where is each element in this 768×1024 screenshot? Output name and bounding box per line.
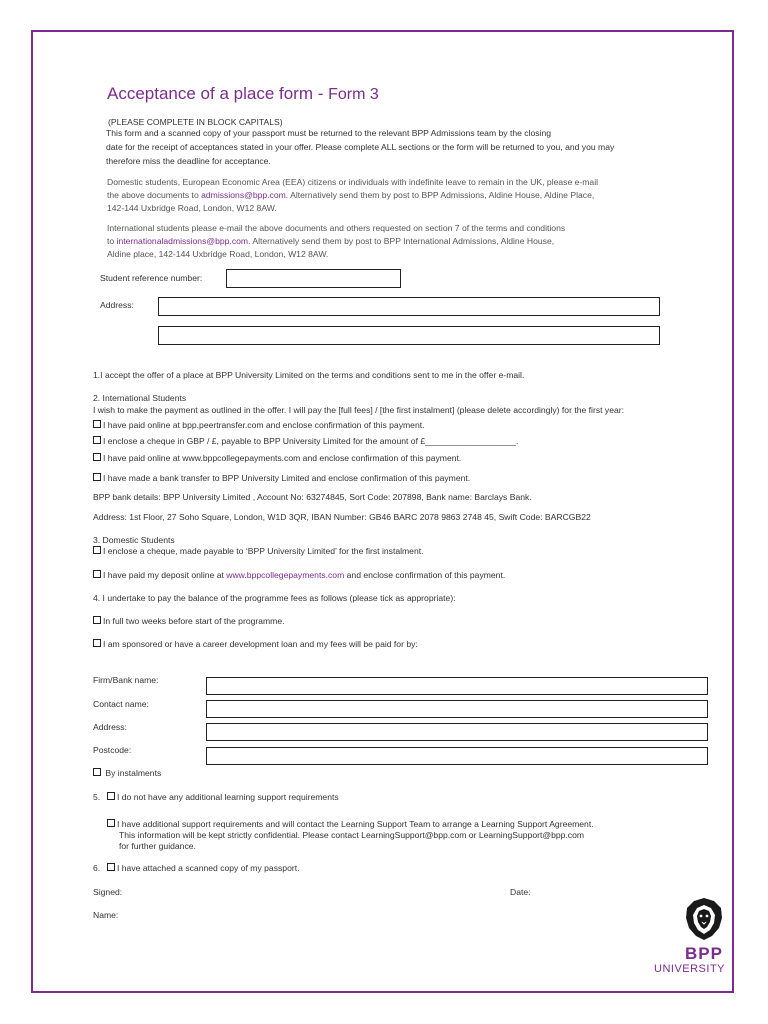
signed-label: Signed: <box>93 887 123 897</box>
logo-university-text: UNIVERSITY <box>654 963 726 975</box>
s5-support-line-2: This information will be kept strictly confidential. Please contact LearningSupport@bpp.com or LearningSupport@bpp.com <box>119 830 585 840</box>
section-2-heading: 2. International Students <box>93 393 187 403</box>
date-label: Date: <box>510 887 531 897</box>
s2-option-bank-transfer[interactable]: I have made a bank transfer to BPP University Limited and enclose confirmation of this payment. <box>93 472 470 485</box>
intro-line-1: This form and a scanned copy of your passport must be returned to the relevant BPP Admissions team by the closing <box>106 128 552 138</box>
s3-option-deposit-online[interactable]: I have paid my deposit online at www.bppcollegepayments.com and enclose confirmation of this payment. <box>93 569 505 582</box>
s2-option-collegepayments[interactable]: I have paid online at www.bppcollegepayments.com and enclose confirmation of this payment. <box>93 452 461 465</box>
block-caps-note: (PLEASE COMPLETE IN BLOCK CAPITALS) <box>108 117 283 127</box>
collegepayments-link[interactable]: www.bppcollegepayments.com <box>226 570 345 580</box>
checkbox[interactable] <box>93 570 101 578</box>
sponsor-address-label: Address: <box>93 722 127 732</box>
s2-option-peertransfer[interactable]: I have paid online at bpp.peertransfer.com and enclose confirmation of this payment. <box>93 419 425 432</box>
section-3-heading: 3. Domestic Students <box>93 535 175 545</box>
s5-option-support[interactable]: I have additional support requirements and will contact the Learning Support Team to arrange a Learning Support Agreement. <box>107 818 594 831</box>
sponsor-address-input[interactable] <box>206 723 708 741</box>
logo-bpp-text: BPP <box>685 944 723 963</box>
section-1-accept: 1.I accept the offer of a place at BPP University Limited on the terms and conditions sent to me in the offer e-mail. <box>93 370 525 380</box>
section-5-number: 5. <box>93 792 101 802</box>
student-ref-input[interactable] <box>226 269 401 288</box>
intro-line-3: therefore miss the deadline for acceptance. <box>106 156 271 166</box>
checkbox[interactable] <box>93 639 101 647</box>
s4-option-sponsored[interactable]: I am sponsored or have a career development loan and my fees will be paid for by: <box>93 638 418 651</box>
checkbox[interactable] <box>93 768 101 776</box>
s5-support-line-3: for further guidance. <box>119 841 196 851</box>
s2-option-cheque[interactable]: I enclose a cheque in GBP / £, payable to BPP University Limited for the amount of £___________________. <box>93 435 518 448</box>
student-ref-label: Student reference number: <box>100 273 203 283</box>
s6-option-passport[interactable]: I have attached a scanned copy of my passport. <box>107 862 300 875</box>
checkbox[interactable] <box>107 819 115 827</box>
contact-input[interactable] <box>206 700 708 718</box>
checkbox[interactable] <box>93 420 101 428</box>
checkbox[interactable] <box>107 792 115 800</box>
checkbox[interactable] <box>93 473 101 481</box>
section-4-heading: 4. I undertake to pay the balance of the programme fees as follows (please tick as appropriate): <box>93 593 456 603</box>
name-label: Name: <box>93 910 119 920</box>
postcode-input[interactable] <box>206 747 708 765</box>
bank-details: BPP bank details: BPP University Limited , Account No: 63274845, Sort Code: 207898, Bank name: Barclays Bank. <box>93 492 532 502</box>
domestic-instructions: Domestic students, European Economic Area (EEA) citizens or individuals with indefinite leave to remain in the UK, please e-mail the above documents to admissions@bpp.com. Alternatively send them by post to BPP Admissions, Aldine House, Aldine Place, 142-144 Uxbridge Road, London, W12 8AW. <box>107 177 599 213</box>
checkbox[interactable] <box>93 546 101 554</box>
section-6-number: 6. <box>93 863 101 873</box>
s5-option-no-support[interactable]: I do not have any additional learning support requirements <box>107 791 339 804</box>
contact-label: Contact name: <box>93 699 149 709</box>
firm-label: Firm/Bank name: <box>93 675 159 685</box>
postcode-label: Postcode: <box>93 745 132 755</box>
intro-line-2: date for the receipt of acceptances stated in your offer. Please complete ALL sections or the form will be returned to you, and you may <box>106 142 615 152</box>
s4-option-instalments[interactable]: By instalments <box>93 767 161 780</box>
page-title: Acceptance of a place form - Form 3 <box>107 84 379 103</box>
section-2-intro: I wish to make the payment as outlined in the offer. I will pay the [full fees] / [the first instalment] (please delete accordingly) for the first year: <box>93 405 625 415</box>
bank-address: Address: 1st Floor, 27 Soho Square, London, W1D 3QR, IBAN Number: GB46 BARC 2078 9863 2748 45, Swift Code: BARCGB22 <box>93 512 591 522</box>
s3-option-cheque[interactable]: I enclose a cheque, made payable to ‘BPP University Limited’ for the first instalment. <box>93 545 424 558</box>
checkbox[interactable] <box>93 616 101 624</box>
checkbox[interactable] <box>93 453 101 461</box>
checkbox[interactable] <box>107 863 115 871</box>
admissions-email-link[interactable]: admissions@bpp.com <box>201 190 286 200</box>
s4-option-full[interactable]: In full two weeks before start of the programme. <box>93 615 285 628</box>
checkbox[interactable] <box>93 436 101 444</box>
firm-input[interactable] <box>206 677 708 695</box>
address-label: Address: <box>100 300 134 310</box>
address-input-line-2[interactable] <box>158 326 660 345</box>
address-input-line-1[interactable] <box>158 297 660 316</box>
international-instructions: International students please e-mail the above documents and others requested on section 7 of the terms and conditions to internationaladmissions@bpp.com. Alternatively send them by post to BPP International Admissions, Aldine House, Aldine place, 142-144 Uxbridge Road, London, W12 8AW. <box>107 223 566 259</box>
international-email-link[interactable]: internationaladmissions@bpp.com <box>116 236 249 246</box>
bpp-lion-logo-icon <box>684 896 724 942</box>
